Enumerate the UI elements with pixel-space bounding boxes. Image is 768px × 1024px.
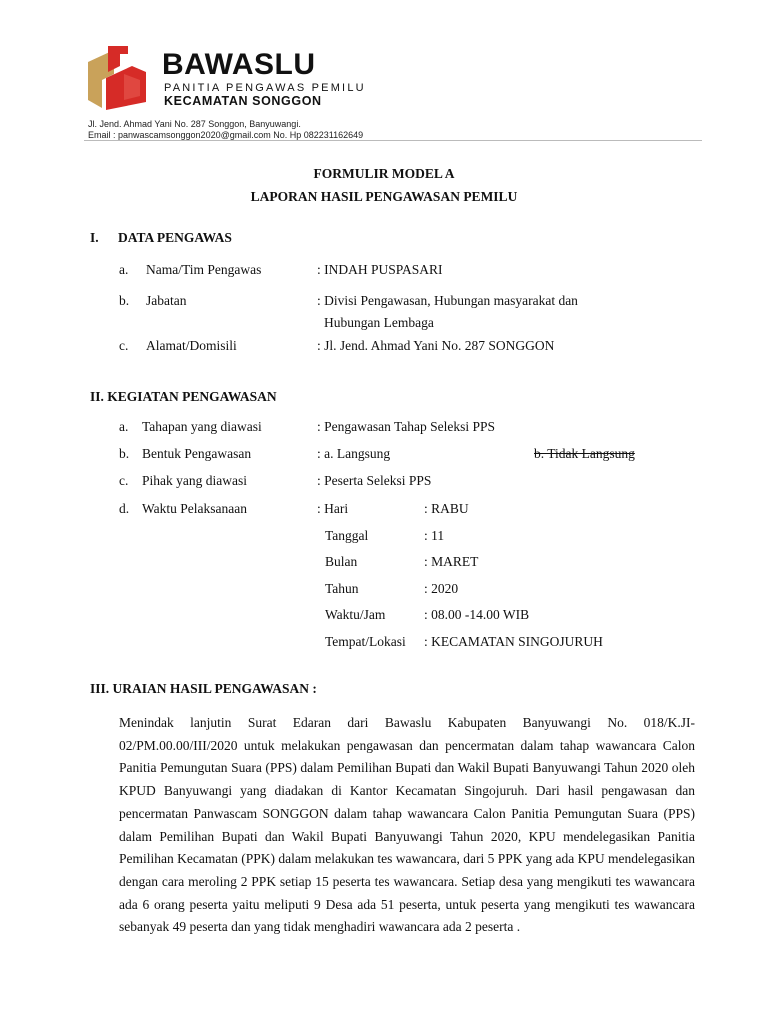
letterhead: [84, 44, 390, 141]
time-label: Tanggal: [325, 528, 369, 543]
row-value: : Peserta Seleksi PPS: [317, 473, 432, 488]
row-key: b.: [119, 293, 130, 308]
row-value: : Pengawasan Tahap Seleksi PPS: [317, 419, 496, 434]
row-label: Jabatan: [146, 293, 187, 308]
time-value: : 11: [424, 528, 445, 543]
org-subtitle: PANITIA PENGAWAS PEMILU: [164, 82, 366, 94]
org-district: KECAMATAN SONGGON: [164, 94, 322, 108]
report-title: LAPORAN HASIL PENGAWASAN PEMILU: [250, 189, 518, 204]
form-title: FORMULIR MODEL A: [313, 166, 455, 181]
row-value: : INDAH PUSPASARI: [317, 262, 443, 277]
row-key: b.: [119, 446, 130, 461]
time-label: Tahun: [325, 581, 359, 596]
time-value: : MARET: [424, 554, 479, 569]
struck-option: b. Tidak Langsung: [534, 446, 635, 461]
time-label: : Hari: [317, 501, 349, 516]
section1-number: I.: [90, 230, 99, 245]
section2-heading: II. KEGIATAN PENGAWASAN: [90, 389, 277, 404]
row-value: : a. Langsung: [317, 446, 391, 461]
section3-heading: III. URAIAN HASIL PENGAWASAN :: [90, 681, 317, 696]
time-label: Bulan: [325, 554, 358, 569]
time-label: Waktu/Jam: [325, 607, 386, 622]
org-address: Jl. Jend. Ahmad Yani No. 287 Songgon, Banyuwangi.: [88, 119, 301, 129]
row-label: Waktu Pelaksanaan: [142, 501, 248, 516]
row-label: Bentuk Pengawasan: [142, 446, 252, 461]
time-value: : RABU: [424, 501, 469, 516]
bawaslu-logo: [84, 44, 158, 114]
row-value-continued: Hubungan Lembaga: [324, 315, 434, 330]
time-value: : KECAMATAN SINGOJURUH: [424, 634, 603, 649]
row-label: Nama/Tim Pengawas: [146, 262, 262, 277]
report-paragraph: Menindak lanjutin Surat Edaran dari Bawaslu Kabupaten Banyuwangi No. 018/K.JI-02/PM.00.00/III/2020 untuk melakukan pengawasan dan pencermatan dalam tahap wawancara Calon Panitia Pemungutan Suara (PPS) dalam Pemilihan Bupati dan Wakil Bupati Banyuwangi Tahun 2020 oleh KPUD Banyuwangi yang diadakan di Kantor Kecamatan Singojuruh. Dari hasil pengawasan dan pencermatan Panwascam SONGGON dalam tahap wawancara Calon Panitia Pemungutan Suara (PPS) dalam Pemilihan Bupati dan Wakil Bupati Banyuwangi Tahun 2020, KPU mendelegasikan Panitia Pemilihan Kecamatan (PPK) dalam melakukan tes wawancara, dari 5 PPK yang ada KPU mendelegasikan dengan cara meroling 2 PPK setiap 15 peserta tes wawancara. Setiap desa yang mengikuti tes wawancara ada 6 orang peserta yaitu meliputi 9 Desa ada 51 peserta, untuk peserta yang mengikuti tes wawancara sebanyak 49 peserta dan yang tidak menghadiri wawancara ada 2 peserta .: [119, 715, 695, 935]
row-value: : Jl. Jend. Ahmad Yani No. 287 SONGGON: [317, 338, 555, 353]
row-label: Tahapan yang diawasi: [142, 419, 262, 434]
row-key: a.: [119, 419, 129, 434]
time-label: Tempat/Lokasi: [325, 634, 406, 649]
time-value: : 08.00 -14.00 WIB: [424, 607, 530, 622]
row-label: Alamat/Domisili: [146, 338, 237, 353]
org-contact: Email : panwascamsonggon2020@gmail.com No. Hp 082231162649: [88, 130, 364, 140]
section1-heading: DATA PENGAWAS: [118, 230, 232, 245]
row-label: Pihak yang diawasi: [142, 473, 247, 488]
letterhead-divider: [84, 140, 702, 141]
time-value: : 2020: [424, 581, 459, 596]
org-name: BAWASLU: [162, 48, 316, 81]
row-value: : Divisi Pengawasan, Hubungan masyarakat dan: [317, 293, 578, 308]
row-key: c.: [119, 473, 129, 488]
row-key: a.: [119, 262, 129, 277]
row-key: c.: [119, 338, 129, 353]
row-key: d.: [119, 501, 130, 516]
